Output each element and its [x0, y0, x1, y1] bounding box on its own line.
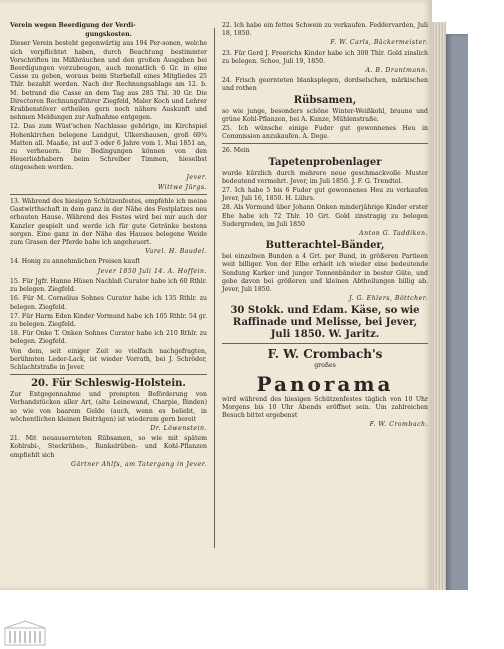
ad-headline: 20. Für Schleswig-Holstein.	[31, 378, 186, 390]
ad-paragraph: Von dem, seit einiger Zeit so vielfach nachgefragten, berühmten Leder-Lack, ist wieder Vorrath, bei J. Schröder, Schlachtstraße in Jever.	[10, 347, 207, 371]
ad-heading: gungskosten.	[85, 31, 132, 39]
section-rule	[222, 143, 428, 144]
column-divider	[214, 28, 215, 548]
ad-paragraph: 24. Frisch geernteten blanksplegen, dordselschen, märkischen und rothen	[222, 77, 428, 93]
ad-paragraph: 14. Honig zu annehmlichen Preisen kauft	[10, 258, 140, 266]
book-cover	[446, 34, 468, 594]
ad-paragraph: 25. Ich wünsche einige Fuder gut gewonnenes Heu in Commission anzukaufen. A. Dege.	[222, 125, 428, 141]
bottom-margin	[0, 590, 504, 649]
ad-paragraph: 15. Für Jgfr. Hanne Hüsen Nachlaß Curator habe ich 60 Rthlr. zu belegen. Ziegfeld.	[10, 277, 207, 294]
ad-headline: 30 Stokk. und Edam. Käse, so wie Raffinade und Melisse, bei Jever, Juli 1850. W. Jaritz.	[230, 305, 420, 341]
ad-paragraph: so wie junge, besonders schöne Winter-Weißkohl, braune und grüne Kohl-Pflanzen, bei A. Kunze, Mühlenstraße.	[222, 107, 428, 123]
ad-headline: Tapetenprobenlager	[268, 156, 382, 168]
ad-paragraph: bei einzelnen Bunden a 4 Grt. per Bund, in größeren Partieen weit billiger. Von der Elbe erhielt ich wieder eine bedeutende Sendung Karker und junger Tonnenbänder in bester Güte, und gebe davon bei größeren und kleinen Abtheilungen billig ab. Jever, Juli 1850.	[222, 253, 428, 294]
ad-paragraph: 22. Ich habe ein fettes Schwein zu verkaufen. Feddervarden, Juli 18, 1850.	[222, 22, 428, 38]
signature-line: F. W. Crombach.	[369, 421, 428, 429]
ad-paragraph: 18. Für Onke T. Onken Sohnes Curator habe ich 210 Rthlr. zu belegen. Ziegfeld.	[10, 330, 207, 346]
ad-paragraph: 21. Mit neuausernteten Rübsamen, so wie mit spätem Kohlrabi-, Steckrüben-, Runkelrüben- und Kohl-Pflanzen empfiehlt sich	[10, 435, 207, 459]
signature-line: A. B. Drantmann.	[365, 67, 428, 75]
section-rule	[10, 194, 207, 195]
section-rule	[10, 374, 207, 375]
ad-headline-large: F. W. Crombach's	[267, 347, 383, 362]
signature-line: Anton G. Taddiken.	[359, 230, 428, 238]
ad-paragraph: 28. Als Vormund über Johann Onken minderjährige Kinder erster Ehe habe ich 72 Thlr. 10 Grt. Gold zinstragig zu belegen Sudergroden, im Juli 1850	[222, 204, 428, 228]
ad-paragraph: 16. Für M. Cornelius Sohnes Curator habe ich 135 Rthlr. zu belegen. Ziegfeld.	[10, 295, 207, 311]
ad-paragraph: 27. Ich habe 5 bis 6 Fuder gut gewonnenes Heu zu verkaufen Jever, Juli 16, 1850. H. Lührs.	[222, 187, 428, 203]
ad-paragraph: 17. Für Harm Eden Kinder Vormund habe ich 105 Rthlr. 54 gr. zu belegen. Ziegfeld.	[10, 312, 207, 328]
signature-line: F. W. Carls, Bäckermeister.	[330, 39, 428, 47]
ad-paragraph: 26. Mein	[222, 147, 250, 155]
signature-line: Varel. H. Baudel.	[145, 248, 207, 256]
ad-paragraph: 13. Während des hiesigen Schützenfestes, empfehle ich meine Gastwirthschaft in dem ganz in der Nähe des Festplatzes neu erbauten Hause. Während des Festes wird bei mir auch der Kanzler gespielt und werde ich für gute Getränke bestens sorgen. Eine ganz in der Nähe des Hauses belegene Weide zum Grasen der Pferde habe ich angeheuert.	[10, 198, 207, 247]
signature-line: Dr. Löwenstein.	[150, 424, 207, 432]
left-column	[10, 22, 207, 471]
ad-paragraph: 12. Das zum Wüst'schen Nachlasse gehörige, im Kirchspiel Hohenkirchen belegene Landgut, Ulkershausen, groß 69¾ Matten all. Maaße, ist auf 3 oder 6 Jahre vom 1. Mai 1851 an, zu verheuern. Die Bedingungen können von den Heuerliebhabern beim Schreiber Timmen, hieselbst eingesehen werden.	[10, 123, 207, 172]
ad-headline-xl: Panorama	[256, 371, 394, 396]
library-logo-icon	[4, 620, 46, 646]
page-edges	[432, 22, 446, 590]
ad-paragraph: Zur Entgegennahme und prompten Beförderung von Verbandstücken aller Art, (alte Leinewand, Charpie, Binden) so wie von baarem Gelde (auch, wenn es beliebt, in wöchentlichen kleinen Beiträgen) ist wiederum gern bereit	[10, 391, 207, 423]
right-column	[222, 22, 428, 432]
ad-paragraph: Dieser Verein besteht gegenwärtig aus 194 Per-sonen, welche sich verpflichtet haben, durch Beachtung bestimmter Vorschriften im Mißbräuchen und den großen Ausgaben bei Beerdigungen vorzubeugen, auch monatlich 6 Gr. in eine Casse zu geben, woraus beim Sterbefall eines Mitgliedes 25 Thlr. bezahlt werden. Nach der Rechnungsablage am 12. b. M. betrand die Casse an dem Tag aus 285 Thl. 30 Gr. Die Directoren Rechnungsführer Ziegfeld, Maler Koch und Lehrer Krabbenstöver ertheilen gern noch nähere Auskunft und nehmen Meldungen zur Aufnahme entgegen.	[10, 40, 207, 122]
section-rule	[222, 343, 428, 344]
ad-headline: Butterachtel-Bänder,	[265, 240, 385, 252]
signature-line: J. G. Ehlers, Böttcher.	[349, 295, 428, 303]
ad-heading: Verein wegen Beerdigung der Verdi-	[10, 22, 136, 29]
ad-paragraph: wird während des hiesigen Schützenfestes täglich von 10 Uhr Morgens bis 10 Uhr Abends eröffnet sein. Um zahlreichen Besuch bittet ergebenst	[222, 395, 428, 420]
centered-line: großes	[314, 362, 336, 370]
ad-paragraph: 23. Für Gerd J. Freerichs Kinder habe ich 300 Thlr. Gold zinslich zu belegen. Schoo, Juli 19, 1850.	[222, 49, 428, 65]
signature-line: Wittwe Jürgs.	[157, 183, 207, 191]
ad-headline: Rübsamen,	[293, 94, 357, 106]
signature-line: Jever 1850 Juli 14. A. Hoffein.	[97, 267, 207, 275]
signature-line: Gärtner Ahlfs, am Tatergang in Jever.	[71, 460, 207, 468]
signature-line: Jever.	[186, 173, 207, 181]
ad-paragraph: wurde kürzlich durch mehrere neue geschmackvolle Muster bedeutend vermehrt. Jever, im Juli 1850. J. F. G. Trendtel.	[222, 169, 428, 185]
